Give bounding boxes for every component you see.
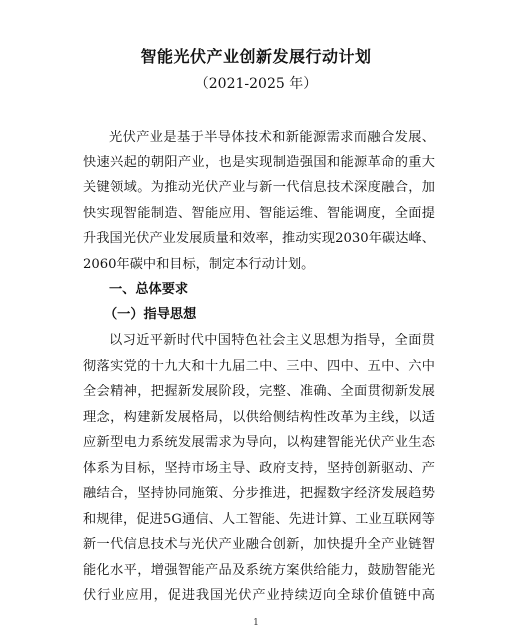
subsection-heading: （一）指导思想 (104, 307, 197, 322)
intro-line: 升我国光伏产业发展质量和效率，推动实现2030年碳达峰、 (83, 231, 435, 246)
document-title: 智能光伏产业创新发展行动计划 (140, 47, 372, 66)
body-line: 体系为目标，坚持市场主导、政府支持，坚持创新驱动、产 (83, 461, 435, 476)
section-heading: 一、总体要求 (109, 282, 189, 297)
intro-line: 快速兴起的朝阳产业，也是实现制造强国和能源革命的重大 (83, 155, 435, 170)
body-line: 彻落实党的十九大和十九届二中、三中、四中、五中、六中 (83, 359, 435, 374)
document-subtitle: （2021-2025 年） (194, 76, 318, 92)
intro-line: 快实现智能制造、智能应用、智能运维、智能调度，全面提 (83, 206, 435, 221)
intro-line: 2060年碳中和目标，制定本行动计划。 (83, 257, 315, 272)
page-number: 1 (253, 618, 259, 628)
body-line: 理念，构建新发展格局，以供给侧结构性改革为主线，以适 (83, 410, 435, 425)
body-line: 和规律，促进5G通信、人工智能、先进计算、工业互联网等 (83, 512, 435, 527)
body-line: 伏行业应用，促进我国光伏产业持续迈向全球价值链中高 (83, 588, 435, 603)
intro-line: 光伏产业是基于半导体技术和新能源需求而融合发展、 (109, 130, 435, 145)
intro-line: 关键领域。为推动光伏产业与新一代信息技术深度融合，加 (83, 180, 435, 195)
body-line: 全会精神，把握新发展阶段，完整、准确、全面贯彻新发展 (83, 384, 435, 399)
body-line: 应新型电力系统发展需求为导向，以构建智能光伏产业生态 (83, 435, 435, 450)
body-line: 以习近平新时代中国特色社会主义思想为指导，全面贯 (109, 333, 435, 348)
body-line: 融结合，坚持协同施策、分步推进，把握数字经济发展趋势 (83, 486, 435, 501)
body-line: 能化水平，增强智能产品及系统方案供给能力，鼓励智能光 (83, 563, 435, 578)
body-line: 新一代信息技术与光伏产业融合创新，加快提升全产业链智 (83, 537, 435, 552)
